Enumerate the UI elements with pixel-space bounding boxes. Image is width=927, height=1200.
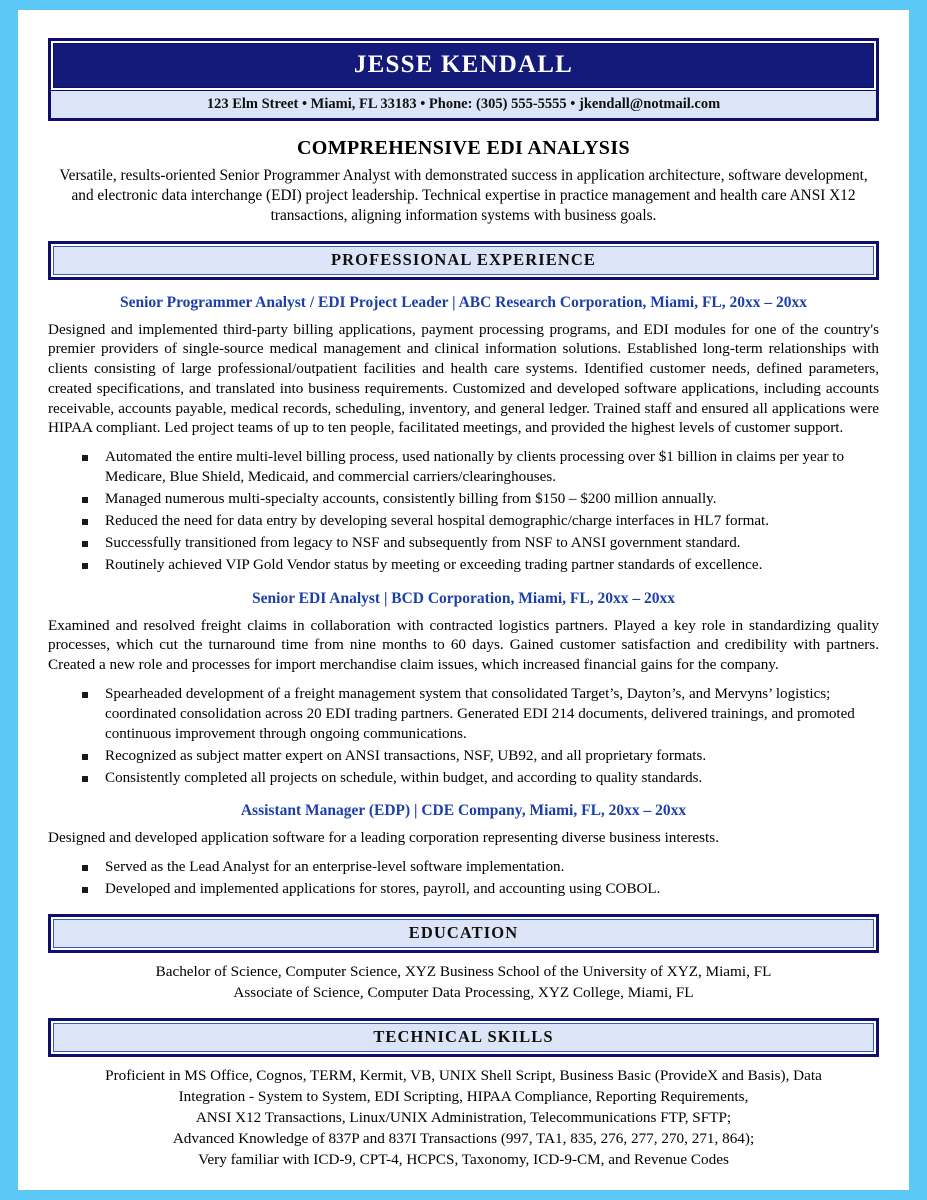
list-item: Routinely achieved VIP Gold Vendor status by meeting or exceeding trading partner standards of excellence. bbox=[78, 556, 879, 576]
job-title: Senior EDI Analyst | BCD Corporation, Miami, FL, 20xx – 20xx bbox=[252, 589, 675, 607]
objective-headline: COMPREHENSIVE EDI ANALYSIS bbox=[296, 137, 631, 159]
job-bullets bbox=[48, 685, 879, 789]
list-item: Served as the Lead Analyst for an enterprise-level software implementation. bbox=[78, 858, 879, 878]
section-education-header bbox=[48, 914, 879, 953]
contact-banner bbox=[48, 91, 879, 121]
list-item: Developed and implemented applications for stores, payroll, and accounting using COBOL. bbox=[78, 880, 879, 900]
objective-summary: Versatile, results-oriented Senior Programmer Analyst with demonstrated success in application architecture, software development, and electronic data interchange (EDI) project leadership. Technical expertise in practice management and health care ANSI X12 transactions, aligning information systems with business goals. bbox=[59, 167, 868, 225]
list-item: Consistently completed all projects on schedule, within budget, and according to quality standards. bbox=[78, 769, 879, 789]
resume-page bbox=[18, 10, 909, 1190]
skills-line: ANSI X12 Transactions, Linux/UNIX Administration, Telecommunications FTP, SFTP; bbox=[195, 1108, 732, 1126]
section-experience-header bbox=[48, 241, 879, 280]
job-description: Designed and implemented third-party billing applications, payment processing programs, and EDI modules for one of the country's premier providers of single-source medical management and clinical information solutions. Established long-term relationships with clients consisting of large professional/outpatient facilities and health care systems. Identified customer needs, defined parameters, created specifications, and translated into business requirements. Customized and developed software applications, including accounts receivable, accounts payable, medical records, scheduling, inventory, and general ledger. Trained staff and ensured all applications were HIPAA compliant. Led project teams of up to ten people, facilitated meetings, and provided the highest levels of customer support. bbox=[48, 320, 879, 437]
skills-list bbox=[48, 1066, 879, 1171]
list-item: Spearheaded development of a freight management system that consolidated Target’s, Dayton’s, and Mervyns’ logistics; coordinated consolidation across 20 EDI trading partners. Generated EDI 214 documents, delivered trainings, and promoted continuous improvement through ongoing communications. bbox=[78, 685, 879, 745]
job-bullets bbox=[48, 858, 879, 900]
education-list bbox=[48, 962, 879, 1004]
skills-line: Integration - System to System, EDI Scripting, HIPAA Compliance, Reporting Requirements, bbox=[178, 1087, 749, 1105]
education-entry: Associate of Science, Computer Data Processing, XYZ College, Miami, FL bbox=[233, 984, 694, 1002]
name-banner bbox=[48, 38, 879, 93]
name-banner-inner bbox=[53, 43, 874, 88]
job-bullets bbox=[48, 448, 879, 576]
job-title: Assistant Manager (EDP) | CDE Company, Miami, FL, 20xx – 20xx bbox=[240, 802, 687, 820]
section-education-header-inner bbox=[53, 919, 874, 948]
contact-line: 123 Elm Street • Miami, FL 33183 • Phone: (305) 555-5555 • jkendall@notmail.com bbox=[206, 96, 721, 112]
section-title-experience: PROFESSIONAL EXPERIENCE bbox=[330, 249, 597, 269]
section-skills-header-inner bbox=[53, 1023, 874, 1052]
list-item: Managed numerous multi-specialty accounts, consistently billing from $150 – $200 million annually. bbox=[78, 490, 879, 510]
section-experience-header-inner bbox=[53, 246, 874, 275]
skills-line: Proficient in MS Office, Cognos, TERM, Kermit, VB, UNIX Shell Script, Business Basic (ProvideX and Basis), Data bbox=[105, 1066, 822, 1084]
skills-line: Advanced Knowledge of 837P and 837I Transactions (997, TA1, 835, 276, 277, 270, 271, 864); bbox=[172, 1129, 755, 1147]
list-item: Automated the entire multi-level billing process, used nationally by clients processing over $1 billion in claims per year to Medicare, Blue Shield, Medicaid, and commercial carriers/clearinghouses. bbox=[78, 448, 879, 488]
list-item: Reduced the need for data entry by developing several hospital demographic/charge interfaces in HL7 format. bbox=[78, 512, 879, 532]
list-item: Recognized as subject matter expert on ANSI transactions, NSF, UB92, and all proprietary formats. bbox=[78, 747, 879, 767]
job-title: Senior Programmer Analyst / EDI Project Leader | ABC Research Corporation, Miami, FL, 20xx – 20xx bbox=[119, 293, 808, 311]
job-description: Designed and developed application software for a leading corporation representing diverse business interests. bbox=[48, 829, 719, 847]
list-item: Successfully transitioned from legacy to NSF and subsequently from NSF to ANSI government standard. bbox=[78, 534, 879, 554]
education-entry: Bachelor of Science, Computer Science, XYZ Business School of the University of XYZ, Miami, FL bbox=[155, 963, 772, 981]
section-skills-header bbox=[48, 1018, 879, 1057]
job-description: Examined and resolved freight claims in collaboration with contracted logistics partners. Played a key role in standardizing quality processes, which cut the turnaround time from nine months to 60 days. Gained customer satisfaction and credibility with partners. Created a new role and processes for import merchandise claim issues, which increased financial gains for the company. bbox=[48, 616, 879, 674]
section-title-education: EDUCATION bbox=[408, 923, 519, 943]
section-title-skills: TECHNICAL SKILLS bbox=[373, 1026, 554, 1046]
skills-line: Very familiar with ICD-9, CPT-4, HCPCS, Taxonomy, ICD-9-CM, and Revenue Codes bbox=[198, 1150, 729, 1168]
candidate-name: JESSE KENDALL bbox=[353, 51, 574, 78]
